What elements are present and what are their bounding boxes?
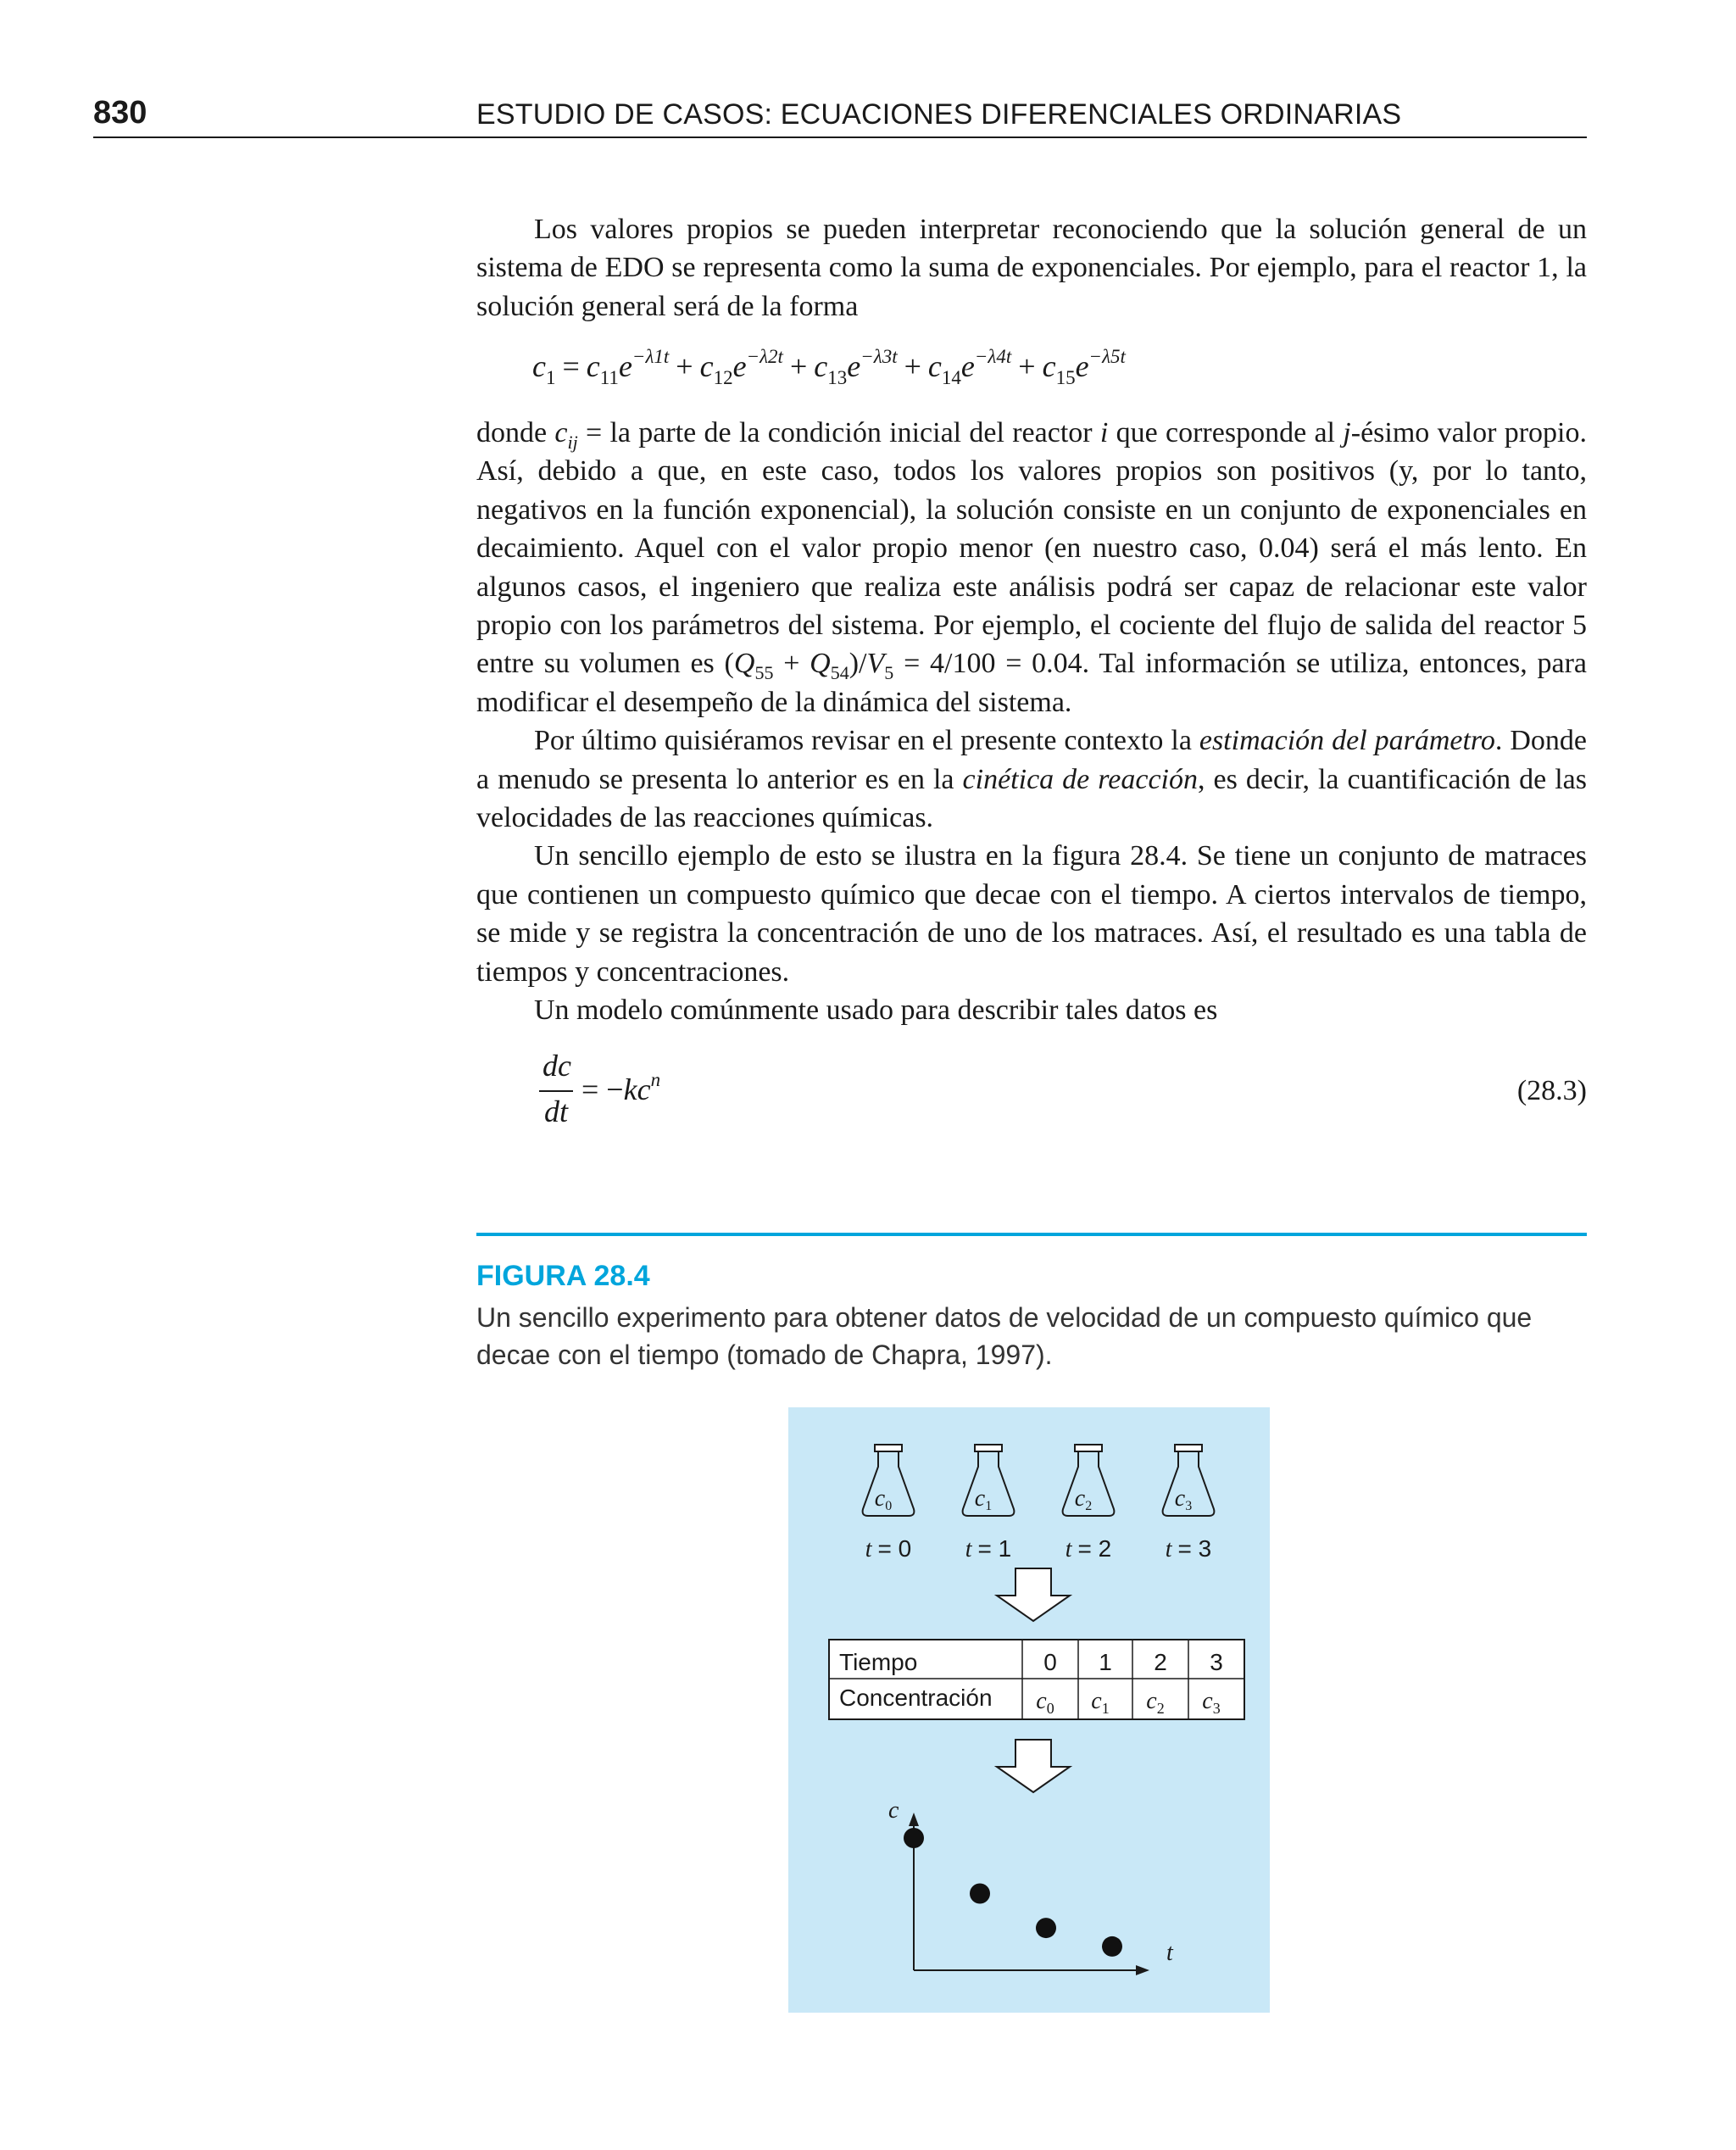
fraction-denominator: dt [544,1094,569,1128]
paragraph-2: donde $c_{ij}$ = la parte de la condición inicial del reactor i que corresponde al j-ésimo valor propio. Así, debido a que, en este caso, todos los valores propios son positivos (y, por lo tanto, negativos en la función exponencial), la solución consiste en un conjunto de exponenciales en decaimiento. Aquel con el valor propio menor (en nuestro caso, 0.04) será el más lento. En algunos casos, el ingeniero que realiza este análisis podrá ser capaz de relacionar este valor propio con los parámetros del sistema. Por ejemplo, el cociente del flujo de salida del reactor 5 entre su volumen es $(Q_{55} + Q_{54})/V_5 = 4/100 = 0.04$. Tal información se utiliza, entonces, para modificar el desempeño de la dinámica del sistema. [476,417,1588,718]
paragraph-2-text: = la parte de la condición inicial del reactor [577,417,1100,448]
figure-caption: Un sencillo experimento para obtener datos de velocidad de un compuesto químico que decae con el tiempo (tomado de Chapra, 1997). [476,1302,1533,1370]
flask-icon [1063,1445,1115,1562]
flask-icon [863,1445,915,1562]
page-number: 830 [93,95,147,131]
flask-concentration-label: c2 [1074,1485,1093,1513]
flask-icon [963,1445,1015,1562]
data-point [904,1828,924,1848]
paragraph-1-block [476,210,1587,326]
fraction-bar [539,1090,573,1092]
running-title: ESTUDIO DE CASOS: ECUACIONES DIFERENCIALES ORDINARIAS [476,98,1402,131]
data-point [1036,1918,1056,1938]
table-conc-cell: $c_0$ [1036,1688,1054,1717]
paragraph-2-text: que corresponde al [1108,417,1344,448]
figure-rule [476,1233,1587,1236]
figure-illustration [788,1407,1270,2013]
general-solution-equation: $c_1 = c_{11}e^{-\lambda 1t} + c_{12}e^{-\lambda 2t} + c_{13}e^{-\lambda 3t} + c_{14}e^{-\lambda 4t} + c_{15}e^{-\lambda 5t}$ [532,346,1126,388]
down-arrow-icon [997,1568,1070,1621]
figure-label: FIGURA 28.4 [476,1260,650,1292]
table-time-cell: 0 [1043,1649,1057,1675]
paragraph-2-text: = 4/100 = 0.04. Tal información se utiliza, entonces, para modificar el desempeño de la dinámica del sistema. [476,648,1587,718]
header-rule [93,136,1587,138]
paragraph-5: Un modelo comúnmente usado para describir tales datos es [534,994,1218,1027]
fraction-numerator: dc [542,1049,571,1083]
paragraph-3 [476,721,1587,837]
paragraph-3-text: . Donde a menudo se presenta lo anterior es en la [476,725,1587,795]
flask-time-label: t = 1 [965,1535,1012,1562]
table-conc-cell: $c_3$ [1202,1688,1221,1717]
paragraph-3-emphasis: cinética de reacción [962,763,1198,795]
paragraph-2-text: donde [476,417,555,448]
table-conc-cell: $c_1$ [1091,1688,1110,1717]
y-axis-label: c [888,1797,899,1824]
flask-time-label: t = 2 [1065,1535,1112,1562]
paragraph-2-text: -ésimo valor propio. Así, debido a que, en este caso, todos los valores propios son positivos (y, por lo tanto, negativos en la función exponencial), la solución consiste en un conjunto de exponenciales en decaimiento. Aquel con el valor propio menor (en nuestro caso, 0.04) será el más lento. En algunos casos, el ingeniero que realiza este análisis podrá ser capaz de relacionar este valor propio con los parámetros del sistema. Por ejemplo, el cociente del flujo de salida del reactor 5 entre su volumen es ( [476,417,1588,680]
x-axis-arrow-icon [1136,1965,1149,1975]
table-time-cell: 3 [1210,1649,1223,1675]
y-axis-arrow-icon [909,1813,919,1826]
table-time-cell: 2 [1154,1649,1167,1675]
table-row-label-concentration: Concentración [839,1685,993,1711]
data-point [970,1884,990,1904]
figure-panel [788,1407,1270,2013]
down-arrow-icon [997,1740,1070,1792]
flask-concentration-label: c0 [874,1485,893,1513]
table-row-label-time: Tiempo [839,1649,918,1675]
paragraph-4: Un sencillo ejemplo de esto se ilustra en la figura 28.4. Se tiene un conjunto de matraces que contienen un compuesto químico que decae con el tiempo. A ciertos intervalos de tiempo, se mide y se registra la concentración de uno de los matraces. Así, el resultado es una tabla de tiempos y concentraciones. [476,840,1587,988]
table-conc-cell: $c_2$ [1146,1688,1165,1717]
data-table [829,1640,1244,1719]
flask-icon [1163,1445,1215,1562]
decay-plot [888,1797,1174,1975]
paragraph-3-emphasis: estimación del parámetro [1199,725,1495,757]
table-time-cell: 1 [1099,1649,1112,1675]
equation-number: (28.3) [1516,1075,1587,1106]
flask-concentration-label: c3 [1174,1485,1193,1513]
data-point [1102,1936,1122,1957]
flask-group [863,1445,1215,1562]
rate-rhs: = $-kc^n$ [581,1069,661,1106]
x-axis-label: t [1166,1940,1173,1966]
flask-concentration-label: c1 [974,1485,993,1513]
paragraph-3-text: , es decir, la cuantificación de las velocidades de las reacciones químicas. [476,763,1587,834]
flask-time-label: t = 0 [865,1535,912,1562]
flask-time-label: t = 3 [1165,1535,1212,1562]
paragraph-2-block [476,414,1587,1030]
paragraph-1: Los valores propios se pueden interpretar reconociendo que la solución general de un sistema de EDO se representa como la suma de exponenciales. Por ejemplo, para el reactor 1, la solución general será de la forma [476,214,1587,322]
paragraph-3-text: Por último quisiéramos revisar en el presente contexto la [534,725,1199,757]
